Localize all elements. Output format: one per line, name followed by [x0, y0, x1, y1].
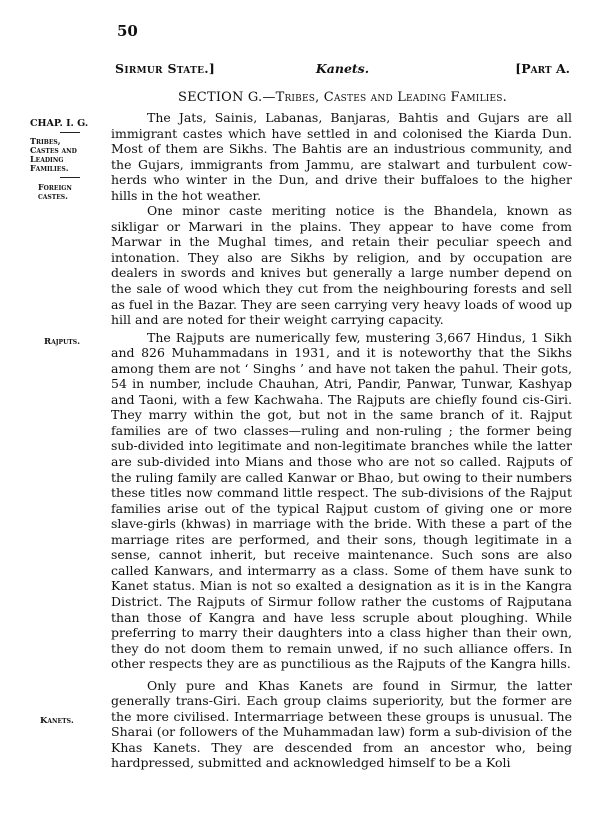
page-number: 50 — [117, 22, 138, 40]
paragraph-rajputs: The Rajputs are numerically few, mustering 3,667 Hindus, 1 Sikh and 826 Muhammadans in 1931, and it is noteworthy that the Sikhs among them are not ‘ Singhs ’ and have not taken the pahul. Their gots, 54 in number, include Chauhan, Atri, Pandir, Panwar, Tunwar, Kashyap and Taoni, with a few Kachwaha. The Rajputs are chiefly found cis-Giri. They marry within the got, but not in the same branch of it. Rajput families are of two classes—ruling and non-ruling ; the former being sub-divided into legitimate and non-legitimate branches while the latter are sub-divided into Mians and those who are not so called. Rajputs of the ruling family are called Kanwar or Bhao, but owing to their numbers these titles now command little respect. The sub-divisions of the Rajput families arise out of the typical Rajput custom of giving one or more slave-girls (khwas) in marriage with the bride. With these a part of the marriage rites are performed, and their sons, though legitimate in a sense, cannot inherit, but receive maintenance. Such sons are also called Kanwars, and intermarry as a class. Some of them have sunk to Kanet status. Mian is not so exalted a designation as it is in the Kangra District. The Rajputs of Sirmur follow rather the customs of Rajputana than those of Kangra and have less scruple about ploughing. While preferring to marry their daughters into a class higher than their own, they do not doom them to remain unwed, if no such alliance offers. In other respects they are as punctilious as the Rajputs of the Kangra hills. — [111, 329, 572, 672]
margin-note-line: castes. — [38, 191, 68, 201]
margin-note-chapter: CHAP. I. G. — [30, 118, 89, 129]
margin-rule — [60, 132, 80, 133]
margin-note-line: Castes and — [30, 145, 77, 155]
header-center: Kanets. — [315, 61, 370, 76]
margin-rule — [60, 177, 80, 178]
body-text — [111, 110, 572, 771]
margin-note-line: Tribes, — [30, 136, 61, 146]
margin-note-tribes — [30, 137, 108, 173]
margin-note-line: Leading — [30, 154, 64, 164]
margin-note-line: Foreign — [38, 182, 72, 192]
margin-note-line: Families. — [30, 163, 69, 173]
margin-note-rajputs: Rajputs. — [44, 337, 81, 347]
section-title: SECTION G.—Tribes, Castes and Leading Families. — [178, 90, 507, 105]
paragraph-foreign-castes: The Jats, Sainis, Labanas, Banjaras, Bahtis and Gujars are all immigrant castes which have settled in and colonised the Kiarda Dun. Most of them are Sikhs. The Bahtis are an industrious community, and the Gujars, immigrants from Jammu, are stalwart and turbulent cow-herds who winter in the Dun, and drive their buffaloes to the higher hills in the hot weather. — [111, 110, 572, 203]
margin-note-foreign-castes — [38, 183, 116, 201]
header-left: Sirmur State.] — [115, 61, 216, 76]
running-header — [115, 61, 570, 79]
paragraph-bhandela: One minor caste meriting notice is the Bhandela, known as sikligar or Marwari in the plains. They appear to have come from Marwar in the Mughal times, and retain their peculiar speech and intonation. They also are Sikhs by religion, and by occupation are dealers in swords and knives but generally a large number depend on the sale of wood which they cut from the neighbouring forests and sell as fuel in the Bazar. They are seen carrying very heavy loads of wood up hill and are noted for their weight carrying capacity. — [111, 203, 572, 328]
paragraph-kanets: Only pure and Khas Kanets are found in Sirmur, the latter generally trans-Giri. Each group claims superiority, but the former are the more civilised. Intermarriage between these groups is unusual. The Sharai (or followers of the Muhammadan law) form a sub-division of the Khas Kanets. They are descended from an ancestor who, being hardpressed, submitted and acknowledged himself to be a Koli — [111, 677, 572, 771]
margin-note-kanets: Kanets. — [40, 716, 74, 726]
header-right: [Part A. — [515, 61, 570, 76]
